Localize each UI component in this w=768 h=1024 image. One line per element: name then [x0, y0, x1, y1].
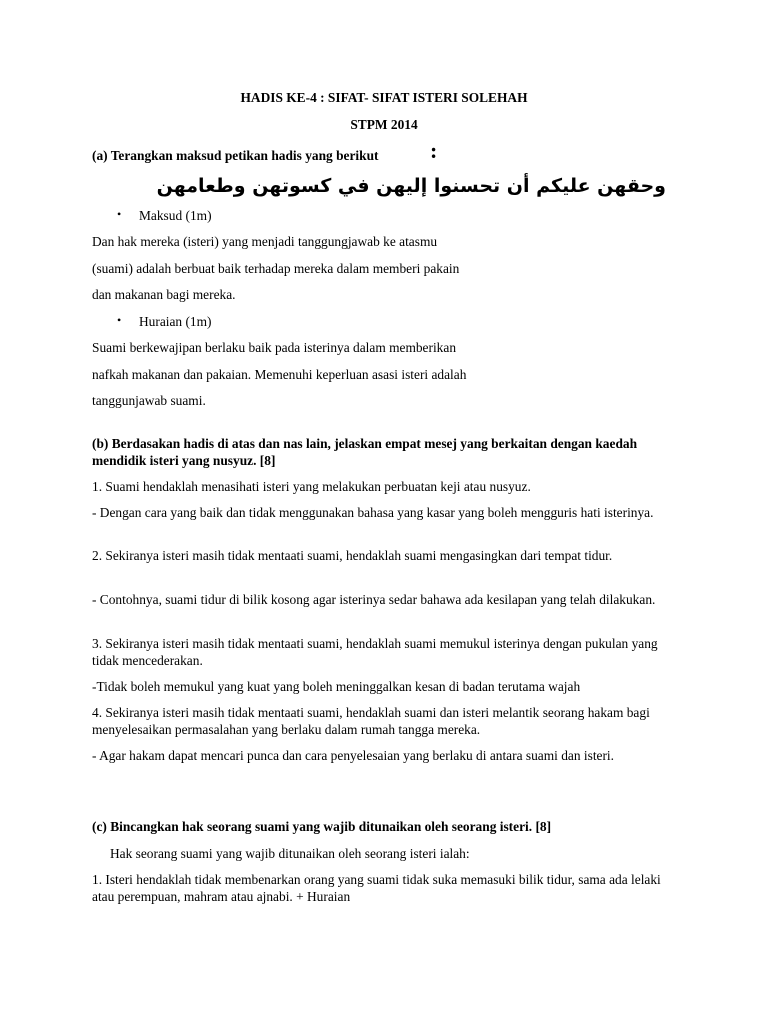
answer-paragraph: -Tidak boleh memukul yang kuat yang boleh meninggalkan kesan di badan terutama wajah: [92, 679, 581, 694]
hadith-arabic-text: وحقهن عليكم أن تحسنوا إليهن في كسوتهن وطعامهن: [156, 175, 666, 197]
question-a: (a) Terangkan maksud petikan hadis yang berikut: [92, 148, 379, 163]
answer-paragraph: 1. Isteri hendaklah tidak membenarkan orang yang suami tidak suka memasuki bilik tidur, sama ada lelaki atau perempuan, mahram atau ajnabi. + Huraian: [92, 872, 661, 904]
huraian-line: tanggunjawab suami.: [92, 393, 206, 408]
answer-paragraph: - Dengan cara yang baik dan tidak menggunakan bahasa yang kasar yang boleh mengguris hati isterinya.: [92, 505, 654, 520]
huraian-line: nafkah makanan dan pakaian. Memenuhi keperluan asasi isteri adalah: [92, 367, 467, 382]
document-subtitle: STPM 2014: [350, 117, 418, 132]
maksud-label: Maksud (1m): [139, 208, 212, 223]
huraian-label: Huraian (1m): [139, 314, 212, 329]
maksud-line: Dan hak mereka (isteri) yang menjadi tanggungjawab ke atasmu: [92, 234, 438, 249]
huraian-line: Suami berkewajipan berlaku baik pada isterinya dalam memberikan: [92, 340, 457, 355]
maksud-line: (suami) adalah berbuat baik terhadap mereka dalam memberi pakain: [92, 261, 460, 276]
answer-intro: Hak seorang suami yang wajib ditunaikan oleh seorang isteri ialah:: [110, 846, 470, 861]
maksud-line: dan makanan bagi mereka.: [92, 287, 236, 302]
question-b: (b) Berdasakan hadis di atas dan nas lain, jelaskan empat mesej yang berkaitan dengan kaedah mendidik isteri yang nusyuz. [8]: [92, 436, 638, 468]
answer-paragraph: - Agar hakam dapat mencari punca dan cara penyelesaian yang berlaku di antara suami dan isteri.: [92, 748, 615, 763]
answer-paragraph: 3. Sekiranya isteri masih tidak mentaati suami, hendaklah suami memukul isterinya dengan pukulan yang tidak mencederakan.: [92, 636, 658, 668]
answer-paragraph: 4. Sekiranya isteri masih tidak mentaati suami, hendaklah suami dan isteri melantik seorang hakam bagi menyelesaikan permasalahan yang berlaku dalam rumah tangga mereka.: [92, 705, 650, 737]
bullet-icon: •: [117, 313, 122, 327]
document-title: HADIS KE-4 : SIFAT- SIFAT ISTERI SOLEHAH: [240, 90, 528, 105]
question-a-colon: :: [430, 138, 438, 163]
answer-paragraph: 1. Suami hendaklah menasihati isteri yang melakukan perbuatan keji atau nusyuz.: [92, 479, 531, 494]
answer-paragraph: - Contohnya, suami tidur di bilik kosong agar isterinya sedar bahawa ada kesilapan yang telah dilakukan.: [92, 592, 656, 607]
answer-paragraph: 2. Sekiranya isteri masih tidak mentaati suami, hendaklah suami mengasingkan dari tempat tidur.: [92, 548, 613, 563]
question-c: (c) Bincangkan hak seorang suami yang wajib ditunaikan oleh seorang isteri. [8]: [92, 819, 552, 834]
bullet-icon: •: [117, 207, 122, 221]
